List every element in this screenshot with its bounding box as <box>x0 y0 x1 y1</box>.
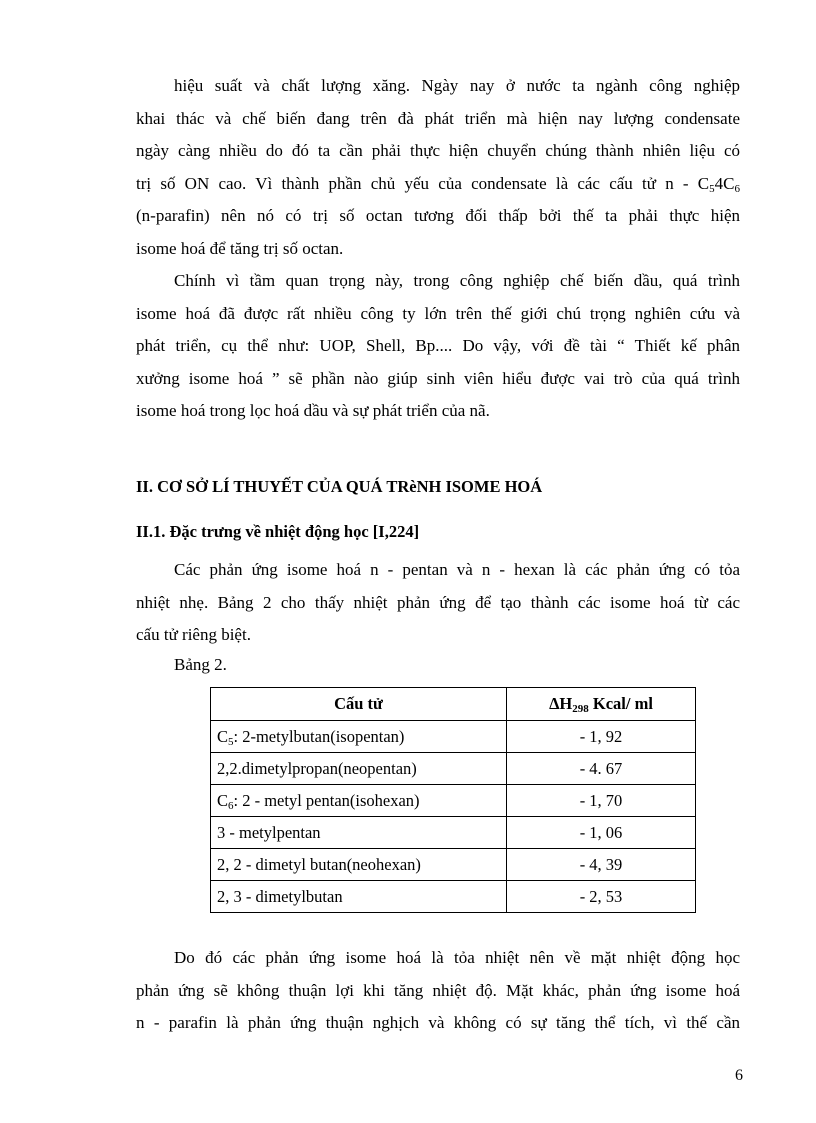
text-line: isome hoá trong lọc hoá dầu và sự phát triển của nã. <box>136 401 490 421</box>
text-line: Do đó các phản ứng isome hoá là tỏa nhiệt nên về mặt nhiệt động học <box>174 948 740 967</box>
importance-paragraph <box>136 265 740 428</box>
enthalpy-cell: - 2, 53 <box>507 881 696 913</box>
text-line: khai thác và chế biến đang trên đà phát triển mà hiện nay lượng condensate <box>136 108 740 128</box>
text-line: n - parafin là phản ứng thuận nghịch và không có sự tăng thể tích, vì thế cần <box>136 1013 740 1033</box>
enthalpy-cell: - 1, 70 <box>507 785 696 817</box>
page-number: 6 <box>735 1067 743 1084</box>
component-cell: 2, 3 - dimetylbutan <box>211 881 507 913</box>
component-cell: 2,2.dimetylpropan(neopentan) <box>211 753 507 785</box>
text-line: xưởng isome hoá ” sẽ phần nào giúp sinh viên hiểu được vai trò của quá trình <box>136 368 740 388</box>
text-line: Chính vì tầm quan trọng này, trong công nghiệp chế biến dầu, quá trình <box>174 271 740 290</box>
text-line: (n-parafin) nên nó có trị số octan tương đối thấp bởi thế ta phải thực hiện <box>136 206 740 226</box>
reaction-heat-table <box>210 687 696 913</box>
component-cell: $C_6$: 2 - metyl pentan(isohexan) <box>211 785 507 817</box>
conclusion-paragraph <box>136 942 740 1040</box>
table-caption: Bảng 2. <box>174 655 227 674</box>
subsection-heading: II.1. Đặc trưng về nhiệt động học [I,224] <box>136 522 420 541</box>
text-line: phản ứng sẽ không thuận lợi khi tăng nhiệt độ. Mặt khác, phản ứng isome hoá <box>136 980 740 1000</box>
table-row <box>211 785 696 817</box>
header-enthalpy: $\Delta H_{298}$ Kcal/ ml <box>507 688 696 721</box>
table-row <box>211 881 696 913</box>
table-header-row <box>211 688 696 721</box>
table-row <box>211 849 696 881</box>
enthalpy-cell: - 4, 39 <box>507 849 696 881</box>
text-line: cấu tử riêng biệt. <box>136 625 251 645</box>
component-cell: $C_5$: 2-metylbutan(isopentan) <box>211 721 507 753</box>
enthalpy-cell: - 1, 06 <box>507 817 696 849</box>
table-row <box>211 753 696 785</box>
text-line-formula <box>136 168 740 201</box>
text-line: nhiệt nhẹ. Bảng 2 cho thấy nhiệt phản ứng để tạo thành các isome hoá từ các <box>136 592 740 612</box>
intro-paragraph <box>136 70 740 266</box>
text-line: isome hoá để tăng trị số octan. <box>136 238 344 258</box>
text-line: phát triển, cụ thể như: UOP, Shell, Bp.... Do vậy, với đề tài “ Thiết kế phân <box>136 336 740 356</box>
text-line: hiệu suất và chất lượng xăng. Ngày nay ở nước ta ngành công nghiệp <box>174 76 740 95</box>
formula-text: trị số ON cao. Vì thành phần chủ yếu của condensate là các cấu tử n - $C_54C_6$ <box>136 173 740 195</box>
enthalpy-cell: - 4. 67 <box>507 753 696 785</box>
text-line: isome hoá đã được rất nhiều công ty lớn trên thế giới chú trọng nghiên cứu và <box>136 303 740 323</box>
enthalpy-cell: - 1, 92 <box>507 721 696 753</box>
text-line: Các phản ứng isome hoá n - pentan và n - hexan là các phản ứng có tỏa <box>174 560 740 579</box>
header-component: Cấu tử <box>211 688 507 721</box>
table-row <box>211 721 696 753</box>
text-line: ngày càng nhiều do đó ta cần phải thực hiện chuyển chúng thành nhiên liệu có <box>136 141 740 161</box>
component-cell: 3 - metylpentan <box>211 817 507 849</box>
component-cell: 2, 2 - dimetyl butan(neohexan) <box>211 849 507 881</box>
thermo-paragraph <box>136 554 740 652</box>
table-row <box>211 817 696 849</box>
section-heading: II. CƠ SỞ LÍ THUYẾT CỦA QUÁ TRèNH ISOME HOÁ <box>136 477 543 496</box>
